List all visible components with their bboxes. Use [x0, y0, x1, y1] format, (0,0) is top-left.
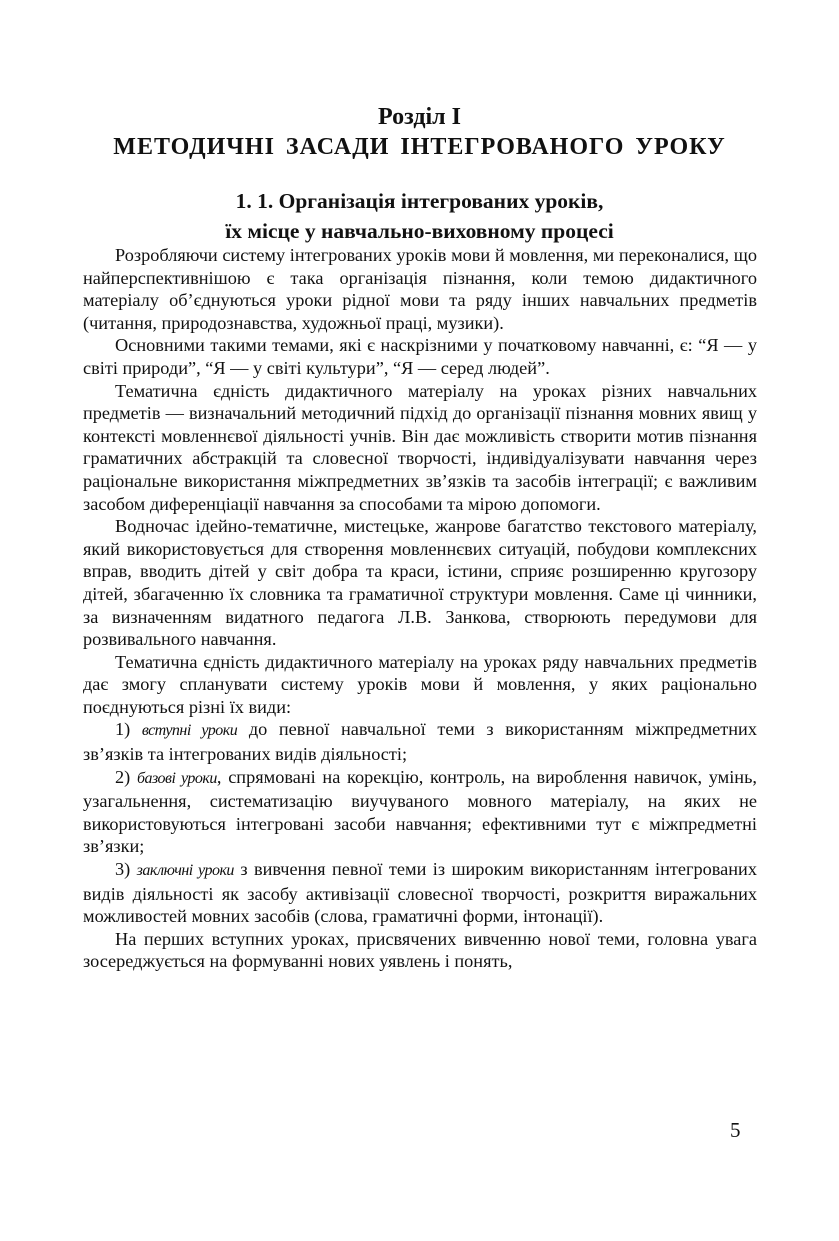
section-title-line-1: 1. 1. Організація інтегрованих уроків, [235, 189, 604, 213]
paragraph-1: Розробляючи систему інтегрованих уроків мови й мовлення, ми переконалися, що найперспективнішою є така організація пізнання, коли темою дидактичного матеріалу об’єднуються уроки рідної мови та ряду інших навчальних предметів (читання, природознавства, художньої праці, музики). [83, 245, 757, 333]
paragraph-5: Тематична єдність дидактичного матеріалу на уроках ряду навчальних предметів дає змогу спланувати систему уроків мови й мовлення, у яких раціонально поєднуються різні їх види: [83, 651, 757, 717]
list-item-3-term: заключні уроки [136, 862, 234, 880]
list-item-2-term: базові уроки [136, 769, 217, 787]
chapter-title: МЕТОДИЧНІ ЗАСАДИ ІНТЕГРОВАНОГО УРОКУ [113, 134, 726, 160]
list-item-2 [83, 766, 757, 858]
paragraph-6: На перших вступних уроках, присвячених вивченню нової теми, головна увага зосереджується на формуванні нових уявлень і понять, [83, 928, 757, 972]
list-item-3-number: 3) [115, 859, 137, 880]
paragraph-3: Тематична єдність дидактичного матеріалу на уроках різних навчальних предметів — визначальний методичний підхід до організації пізнання мовних явищ у контексті мовленнєвої діяльності учнів. Він дає можливість створити мотив пізнання граматичних абстракцій та словесної творчості, індивідуалізувати навчання через раціональне використання міжпредметних зв’язків та засобів інтеграції; є важливим засобом диференціації навчання за способами та мірою допомоги. [83, 380, 757, 514]
list-item-2-number: 2) [115, 766, 137, 787]
section-title [0, 186, 839, 246]
body-text [83, 244, 757, 973]
list-item-1 [83, 718, 757, 765]
list-item-3-text: з вивчення певної теми із широким використанням інтегрованих видів діяльності як засобу активізації словесної творчості, розкриття виражальних можливостей мовних засобів (слова, граматичні форми, інтонації). [83, 859, 757, 927]
paragraph-2: Основними такими темами, які є наскрізними у початковому навчанні, є: “Я — у світі природи”, “Я — у світі культури”, “Я — серед людей”. [83, 335, 757, 378]
chapter-label: Розділ І [378, 104, 461, 130]
list-item-1-text: до певної навчальної теми з використанням міжпредметних зв’язків та інтегрованих видів діяльності; [83, 719, 757, 765]
list-item-2-text: , спрямовані на корекцію, контроль, на вироблення навичок, умінь, узагальнення, систематизацію виучуваного мовного матеріалу, на яких не використовуються інтегровані засоби навчання; ефективними тут є міжпредметні зв’язки; [83, 766, 757, 857]
list-item-1-number: 1) [115, 719, 142, 740]
section-title-line-2: їх місце у навчально-виховному процесі [225, 219, 614, 243]
list-item-1-term: вступні уроки [141, 722, 238, 740]
list-item-3 [83, 858, 757, 928]
page-number: 5 [730, 1118, 741, 1142]
paragraph-4: Водночас ідейно-тематичне, мистецьке, жанрове багатство текстового матеріалу, який використовується для створення мовленнєвих ситуацій, побудови комплексних вправ, вводить дітей у світ добра та краси, істини, сприяє розширенню кругозору дітей, збагаченню їх словника та граматичної структури мовлення. Саме ці чинники, за визначенням видатного педагога Л.В. Занкова, створюють передумови для розвивального навчання. [83, 516, 757, 650]
